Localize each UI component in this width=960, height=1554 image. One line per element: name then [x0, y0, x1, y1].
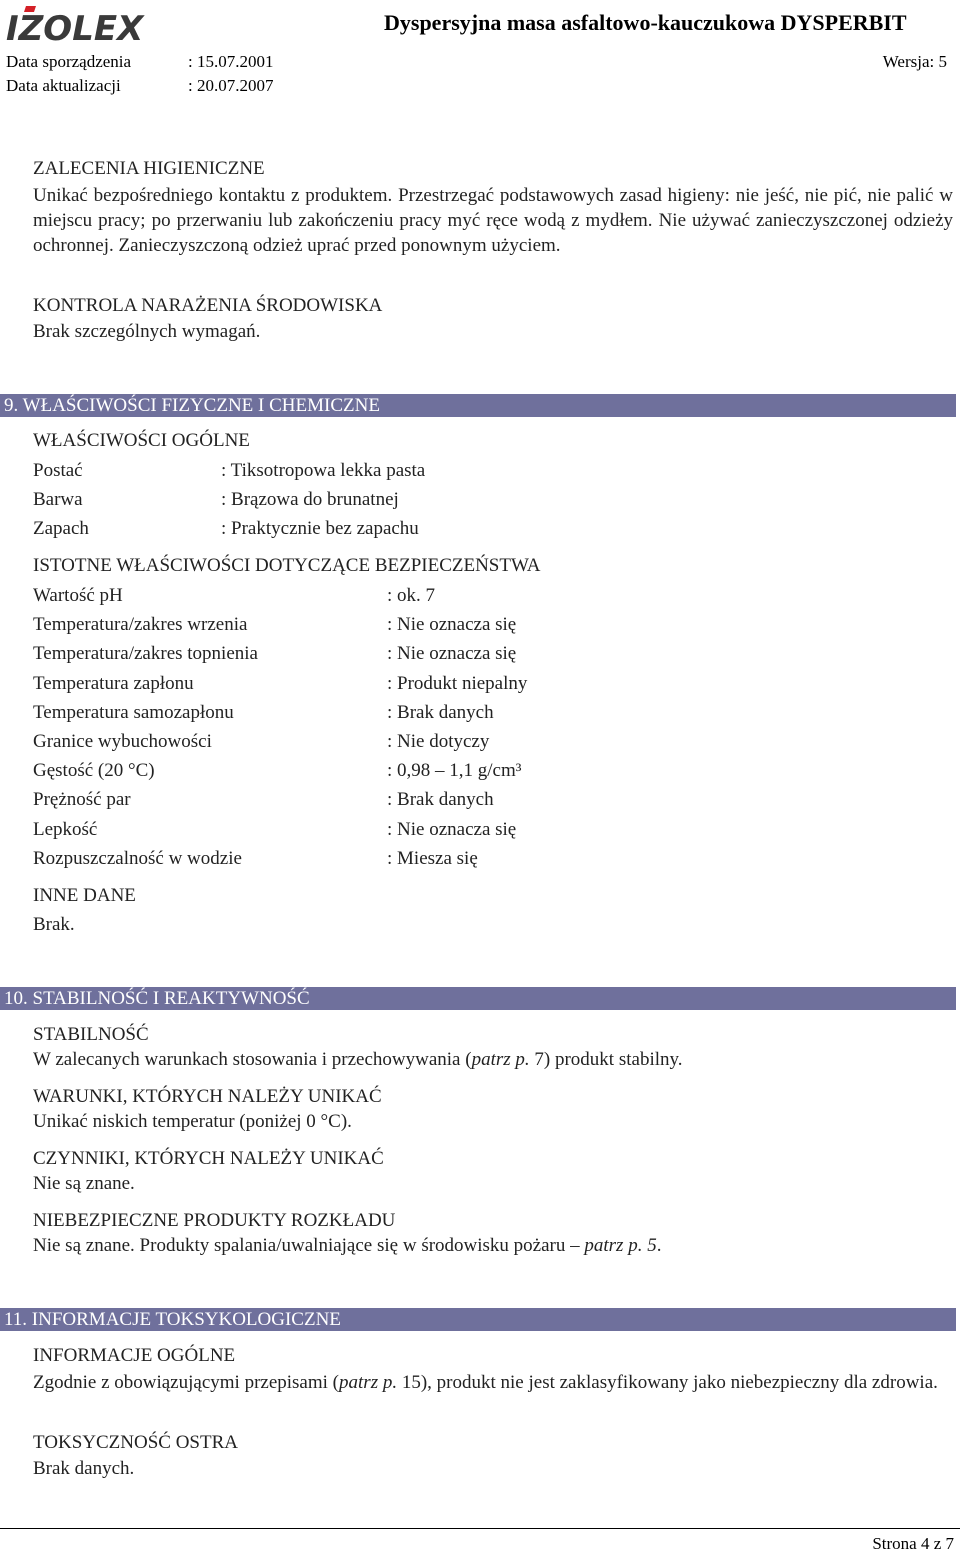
safety-properties-heading: ISTOTNE WŁAŚCIWOŚCI DOTYCZĄCE BEZPIECZEŃSTWA	[33, 555, 541, 576]
property-value: : 0,98 – 1,1 g/cm³	[387, 760, 522, 781]
general-properties-heading: WŁAŚCIWOŚCI OGÓLNE	[33, 430, 250, 451]
property-value: : Brak danych	[387, 702, 494, 723]
updated-label: Data aktualizacji	[6, 76, 121, 95]
decomposition-text: Nie są znane. Produkty spalania/uwalniające się w środowisku pożaru – patrz p. 5.	[33, 1235, 662, 1256]
property-label: Granice wybuchowości	[33, 731, 212, 752]
property-value: : Nie oznacza się	[387, 819, 517, 840]
document-title: Dyspersyjna masa asfaltowo-kauczukowa DYSPERBIT	[384, 10, 907, 35]
agents-heading: CZYNNIKI, KTÓRYCH NALEŻY UNIKAĆ	[33, 1148, 384, 1169]
property-label: Wartość pH	[33, 585, 123, 606]
hygiene-text: Unikać bezpośredniego kontaktu z produktem. Przestrzegać podstawowych zasad higieny: nie jeść, nie pić, nie palić w miejscu pracy; po przerwaniu lub zakończeniu pracy myć ręce wodą z mydłem. Nie używać zanieczyszczonej odzieży ochronnej. Zanieczyszczoną odzież uprać przed ponownym użyciem.	[33, 185, 953, 256]
property-value: : Tiksotropowa lekka pasta	[221, 460, 426, 481]
property-label: Zapach	[33, 518, 89, 539]
other-data-text: Brak.	[33, 914, 75, 935]
section-9-band: 9. WŁAŚCIWOŚCI FIZYCZNE I CHEMICZNE	[0, 394, 956, 417]
stability-heading: STABILNOŚĆ	[33, 1024, 149, 1045]
acute-toxicity-text: Brak danych.	[33, 1458, 135, 1479]
hygiene-heading: ZALECENIA HIGIENICZNE	[33, 158, 265, 179]
other-data-heading: INNE DANE	[33, 885, 136, 906]
logo-text: IZOLEX	[6, 9, 144, 44]
section-11-band: 11. INFORMACJE TOKSYKOLOGICZNE	[0, 1308, 956, 1331]
property-label: Temperatura zapłonu	[33, 673, 194, 694]
footer-rule	[0, 1528, 960, 1529]
izolex-logo	[4, 4, 176, 44]
environment-text: Brak szczególnych wymagań.	[33, 321, 261, 342]
version-label: Wersja: 5	[882, 52, 947, 71]
updated-value: : 20.07.2007	[188, 76, 274, 95]
created-label: Data sporządzenia	[6, 52, 132, 71]
property-label: Temperatura/zakres topnienia	[33, 643, 258, 664]
property-value: : Miesza się	[387, 848, 478, 869]
property-value: : Brak danych	[387, 789, 494, 810]
property-value: : Brązowa do brunatnej	[221, 489, 399, 510]
property-label: Barwa	[33, 489, 83, 510]
property-label: Postać	[33, 460, 83, 481]
environment-heading: KONTROLA NARAŻENIA ŚRODOWISKA	[33, 295, 383, 316]
section-10-band: 10. STABILNOŚĆ I REAKTYWNOŚĆ	[0, 987, 956, 1010]
created-value: : 15.07.2001	[188, 52, 274, 71]
property-label: Gęstość (20 °C)	[33, 760, 155, 781]
property-label: Temperatura samozapłonu	[33, 702, 234, 723]
agents-text: Nie są znane.	[33, 1173, 135, 1194]
property-value: : Nie oznacza się	[387, 614, 517, 635]
property-value: : Nie oznacza się	[387, 643, 517, 664]
conditions-text: Unikać niskich temperatur (poniżej 0 °C).	[33, 1111, 352, 1132]
decomposition-heading: NIEBEZPIECZNE PRODUKTY ROZKŁADU	[33, 1210, 396, 1231]
toxicology-general-heading: INFORMACJE OGÓLNE	[33, 1345, 236, 1366]
toxicology-general-text: Zgodnie z obowiązującymi przepisami (patrz p. 15), produkt nie jest zaklasyfikowany jako niebezpieczny dla zdrowia.	[33, 1372, 938, 1393]
property-label: Temperatura/zakres wrzenia	[33, 614, 248, 635]
property-value: : Produkt niepalny	[387, 673, 528, 694]
property-label: Prężność par	[33, 789, 131, 810]
stability-text: W zalecanych warunkach stosowania i przechowywania (patrz p. 7) produkt stabilny.	[33, 1049, 683, 1070]
property-value: : Praktycznie bez zapachu	[221, 518, 419, 539]
property-value: : ok. 7	[387, 585, 436, 606]
property-value: : Nie dotyczy	[387, 731, 490, 752]
property-label: Rozpuszczalność w wodzie	[33, 848, 242, 869]
conditions-heading: WARUNKI, KTÓRYCH NALEŻY UNIKAĆ	[33, 1086, 382, 1107]
page-number: Strona 4 z 7	[872, 1534, 954, 1553]
property-label: Lepkość	[33, 819, 98, 840]
acute-toxicity-heading: TOKSYCZNOŚĆ OSTRA	[33, 1432, 238, 1453]
